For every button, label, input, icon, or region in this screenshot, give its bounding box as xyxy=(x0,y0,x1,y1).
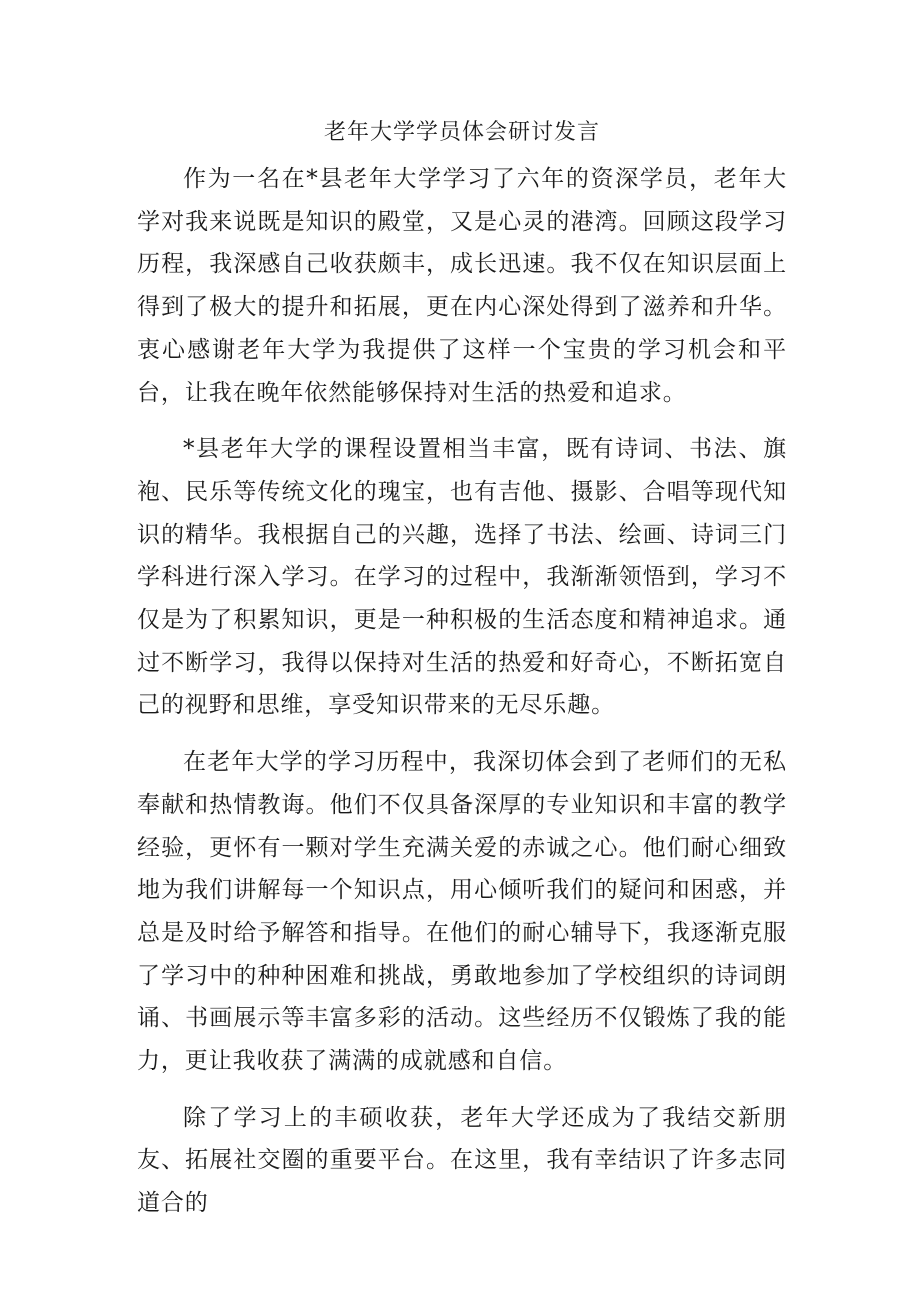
document-body xyxy=(137,118,787,1239)
paragraph-2: *县老年大学的课程设置相当丰富，既有诗词、书法、旗袍、民乐等传统文化的瑰宝，也有吉他、摄影、合唱等现代知识的精华。我根据自己的兴趣，选择了书法、绘画、诗词三门学科进行深入学习。在学习的过程中，我渐渐领悟到，学习不仅是为了积累知识，更是一种积极的生活态度和精神追求。通过不断学习，我得以保持对生活的热爱和好奇心，不断拓宽自己的视野和思维，享受知识带来的无尽乐趣。 xyxy=(137,436,787,719)
paragraph-1: 作为一名在*县老年大学学习了六年的资深学员，老年大学对我来说既是知识的殿堂，又是心灵的港湾。回顾这段学习历程，我深感自己收获颇丰，成长迅速。我不仅在知识层面上得到了极大的提升和拓展，更在内心深处得到了滋养和升华。衷心感谢老年大学为我提供了这样一个宝贵的学习机会和平台，让我在晚年依然能够保持对生活的热爱和追求。 xyxy=(137,166,787,406)
paragraph-4: 除了学习上的丰硕收获，老年大学还成为了我结交新朋友、拓展社交圈的重要平台。在这里，我有幸结识了许多志同道合的 xyxy=(137,1104,787,1217)
paragraph-3: 在老年大学的学习历程中，我深切体会到了老师们的无私奉献和热情教诲。他们不仅具备深厚的专业知识和丰富的教学经验，更怀有一颗对学生充满关爱的赤诚之心。他们耐心细致地为我们讲解每一个知识点，用心倾听我们的疑问和困惑，并总是及时给予解答和指导。在他们的耐心辅导下，我逐渐克服了学习中的种种困难和挑战，勇敢地参加了学校组织的诗词朗诵、书画展示等丰富多彩的活动。这些经历不仅锻炼了我的能力，更让我收获了满满的成就感和自信。 xyxy=(137,749,787,1075)
document-title: 老年大学学员体会研讨发言 xyxy=(323,120,600,145)
